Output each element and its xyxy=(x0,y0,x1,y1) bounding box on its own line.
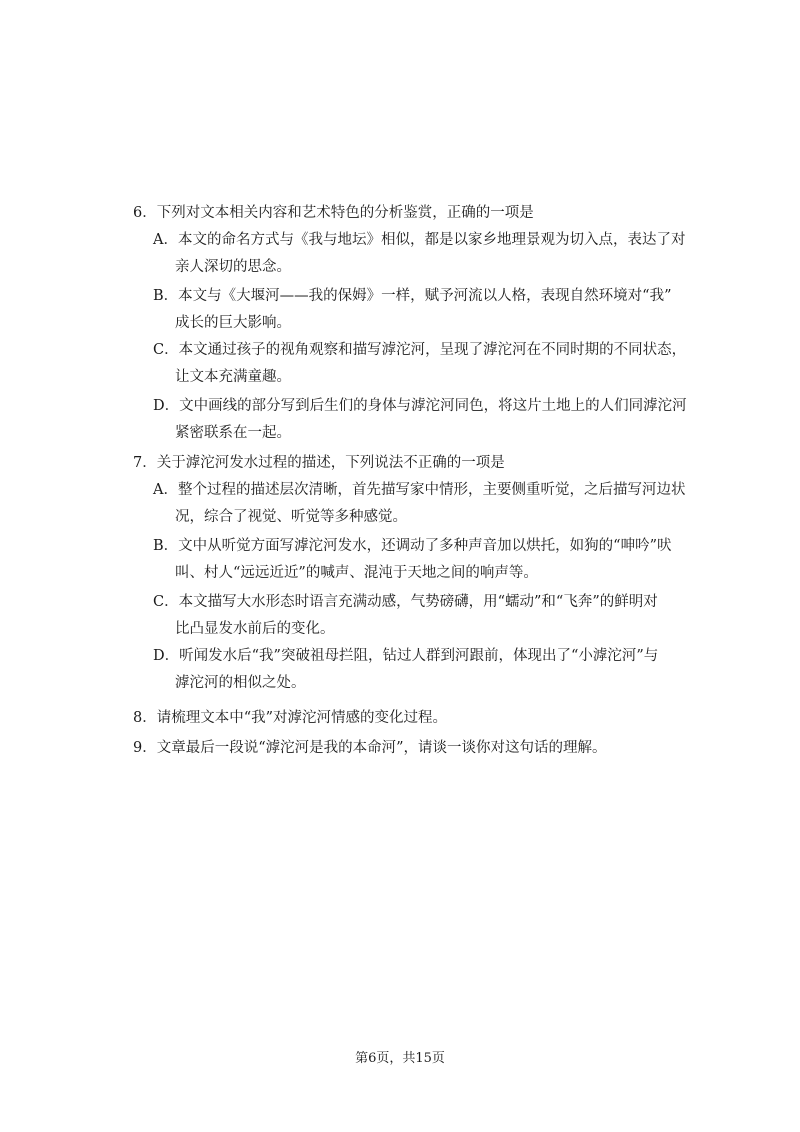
question-8-stem: 8．请梳理文本中“我”对滹沱河情感的变化过程。 xyxy=(133,710,448,726)
option-line: C．本文描写大水形态时语言充满动感，气势磅礴，用“蠕动”和“飞奔”的鲜明对 xyxy=(153,594,658,610)
option-line: 叫、村人“远远近近”的喊声、混沌于天地之间的响声等。 xyxy=(175,565,538,581)
option-line: 成长的巨大影响。 xyxy=(175,315,291,331)
option-line: 让文本充满童趣。 xyxy=(175,369,291,385)
option-line: 紧密联系在一起。 xyxy=(175,425,291,441)
option-line: C．本文通过孩子的视角观察和描写滹沱河，呈现了滹沱河在不同时期的不同状态， xyxy=(153,342,687,358)
option-line: A．整个过程的描述层次清晰，首先描写家中情形，主要侧重听觉，之后描写河边状 xyxy=(153,482,686,498)
option-line: 亲人深切的思念。 xyxy=(175,259,291,275)
question-6-stem: 6．下列对文本相关内容和艺术特色的分析鉴赏，正确的一项是 xyxy=(133,205,534,221)
option-line: B．文中从听觉方面写滹沱河发水，还调动了多种声音加以烘托，如狗的“呻吟”吠 xyxy=(153,538,672,554)
question-9-stem: 9．文章最后一段说“滹沱河是我的本命河”，请谈一谈你对这句话的理解。 xyxy=(133,740,607,756)
question-7-stem: 7．关于滹沱河发水过程的描述，下列说法不正确的一项是 xyxy=(133,455,505,471)
option-line: A．本文的命名方式与《我与地坛》相似，都是以家乡地理景观为切入点，表达了对 xyxy=(153,232,686,248)
option-line: 况，综合了视觉、听觉等多种感觉。 xyxy=(175,509,407,525)
option-line: 滹沱河的相似之处。 xyxy=(175,675,306,691)
option-line: 比凸显发水前后的变化。 xyxy=(175,621,335,637)
option-line: D．文中画线的部分写到后生们的身体与滹沱河同色，将这片土地上的人们同滹沱河 xyxy=(153,398,687,414)
option-line: B．本文与《大堰河——我的保姆》一样，赋予河流以人格，表现自然环境对“我” xyxy=(153,288,672,304)
page-number-footer: 第6页，共15页 xyxy=(355,1051,445,1066)
option-line: D．听闻发水后“我”突破祖母拦阻，钻过人群到河跟前，体现出了“小滹沱河”与 xyxy=(153,648,659,664)
